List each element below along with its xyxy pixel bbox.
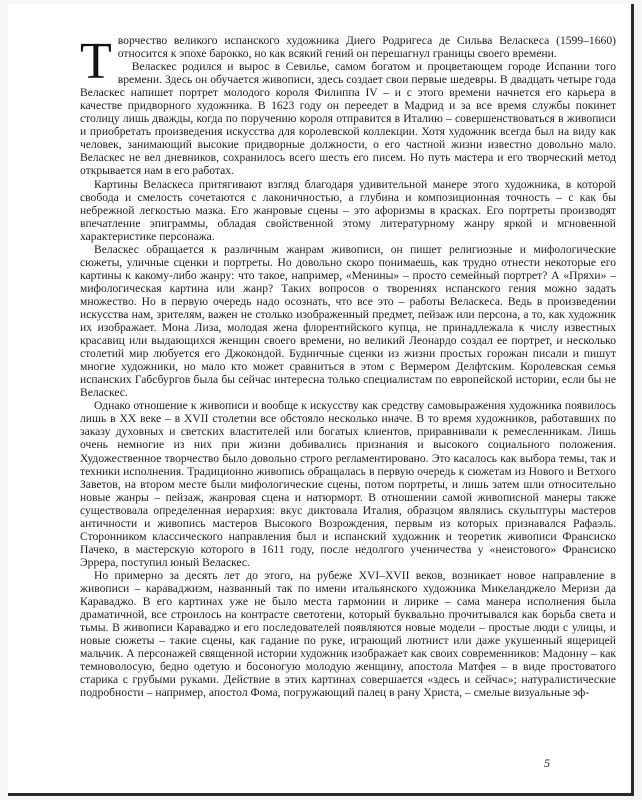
- drop-cap: Т: [80, 33, 112, 90]
- paragraph-3: Картины Веласкеса притягивают взгляд благодаря удивительной манере этого художника, в которой свобода и смелость сочетаются с лаконичностью, а глубина и композиционная точность – с как бы небрежной легкостью мазка. Его жанровые сцены – это афоризмы в красках. Его портреты производят впечатление эпиграммы, обладая свойственной этому литературному жанру яркой и мгновенной характеристике персонажа.: [80, 177, 616, 243]
- paragraph-2: Веласкес родился и вырос в Севилье, самом богатом и процветающем городе Испании того времени. Здесь он обучается живописи, здесь создает свои первые шедевры. В двадцать четыре года Веласкес напишет портрет молодого короля Филиппа IV – и с этого времени начнется его карьера в качестве придворного художника. В 1623 году он переедет в Мадрид и за все время службы покинет столицу лишь дважды, когда по поручению короля отправится в Италию – совершенствоваться в живописи и приобретать произведения искусства для королевской коллекции. Хотя художник всегда был на виду как человек, занимающий высокие придворные должности, о его частной жизни известно довольно мало. Веласкес не вел дневников, сохранилось всего шесть его писем. Но путь мастера и его творческий метод открывается нам в его работах.: [80, 60, 616, 178]
- paragraph-4: Веласкес обращается к различным жанрам живописи, он пишет религиозные и мифологические сюжеты, уличные сценки и портреты. Но довольно скоро понимаешь, как трудно отнести некоторые его картины к какому-либо жанру: что такое, например, «Менины» – просто семейный портрет? А «Пряхи» – мифологическая картина или жанр? Таких вопросов о творениях испанского гения можно задать множество. Но в первую очередь надо осознать, что все это – работы Веласкеса. Ведь в произведении искусства нам, зрителям, важен не столько изображенный предмет, пейзаж или персона, а то, как художник их изображает. Мона Лиза, молодая жена флорентийского купца, не принадлежала к числу известных красавиц или выдающихся женщин своего времени, но великий Леонардо создал ее портрет, и несколько столетий мир любуется его Джокондой. Будничные сценки из жизни простых горожан писали и пишут многие художники, но мало кто может сравниться в этом с Вермером Делфтским. Королевская семья испанских Габсбургов была бы сейчас интересна только специалистам по европейской истории, если бы не Веласкес.: [80, 242, 616, 400]
- paragraph-5: Однако отношение к живописи и вообще к искусству как средству самовыражения художника появилось лишь в XX веке – в XVII столетии все обстояло несколько иначе. В то время художников, работавших по заказу духовных и светских властителей или богатых клиентов, приравнивали к ремесленникам. Лишь очень немногие из них при жизни добивались признания и высокого социального положения. Художественное творчество было довольно строго регламентировано. Это касалось как выбора темы, так и техники исполнения. Традиционно живопись обращалась в первую очередь к сюжетам из Нового и Ветхого Заветов, на втором месте были мифологические сцены, потом портреты, и лишь затем шли относительно новые жанры – пейзаж, жанровая сцена и натюрморт. В отношении самой живописной манеры также существовала определенная иерархия: вкус диктовала Италия, образцом являлись скульптуры мастеров античности и живопись мастеров Высокого Возрождения, первым из которых признавался Рафаэль. Сторонником классического направления был и испанский художник и теоретик живописи Франсиско Пачеко, в мастерскую которого в 1611 году, после недолгого ученичества у «неистового» Франсиско Эррера, поступил юный Веласкес.: [80, 399, 616, 569]
- text-column: [80, 34, 616, 699]
- book-page: [8, 4, 634, 796]
- page-number: 5: [544, 756, 550, 770]
- paragraph-6: Но примерно за десять лет до этого, на рубеже XVI–XVII веков, возникает новое направление в живописи – караваджизм, названный так по имени итальянского художника Микеланджело Меризи да Караваджо. В его картинах уже не было места гармонии и лирике – сама манера исполнения была драматичной, все строилось на контрасте светотени, который буквально прочитывался как борьба света и тьмы. В живописи Караваджо и его последователей появляются новые модели – простые люди с улицы, и новые сюжеты – такие сцены, как гадание по руке, играющий лютнист или даже укушенный ящерицей мальчик. А персонажей священной истории художник изображает как своих современников: Мадонну – как темноволосую, бедно одетую и босоногую молодую женщину, апостола Матфея – в виде простоватого старика с грубыми руками. Действие в этих картинах совершается «здесь и сейчас»; натуралистические подробности – например, апостол Фома, погружающий палец в рану Христа, – смелые визуальные эф-: [80, 568, 616, 700]
- paragraph-1-text: ворчество великого испанского художника Диего Родригеса де Сильва Веласкеса (1599–1660) относится к эпохе барокко, но как всякий гений он перешагнул границы своего времени.: [117, 34, 616, 61]
- paragraph-1: [80, 33, 616, 90]
